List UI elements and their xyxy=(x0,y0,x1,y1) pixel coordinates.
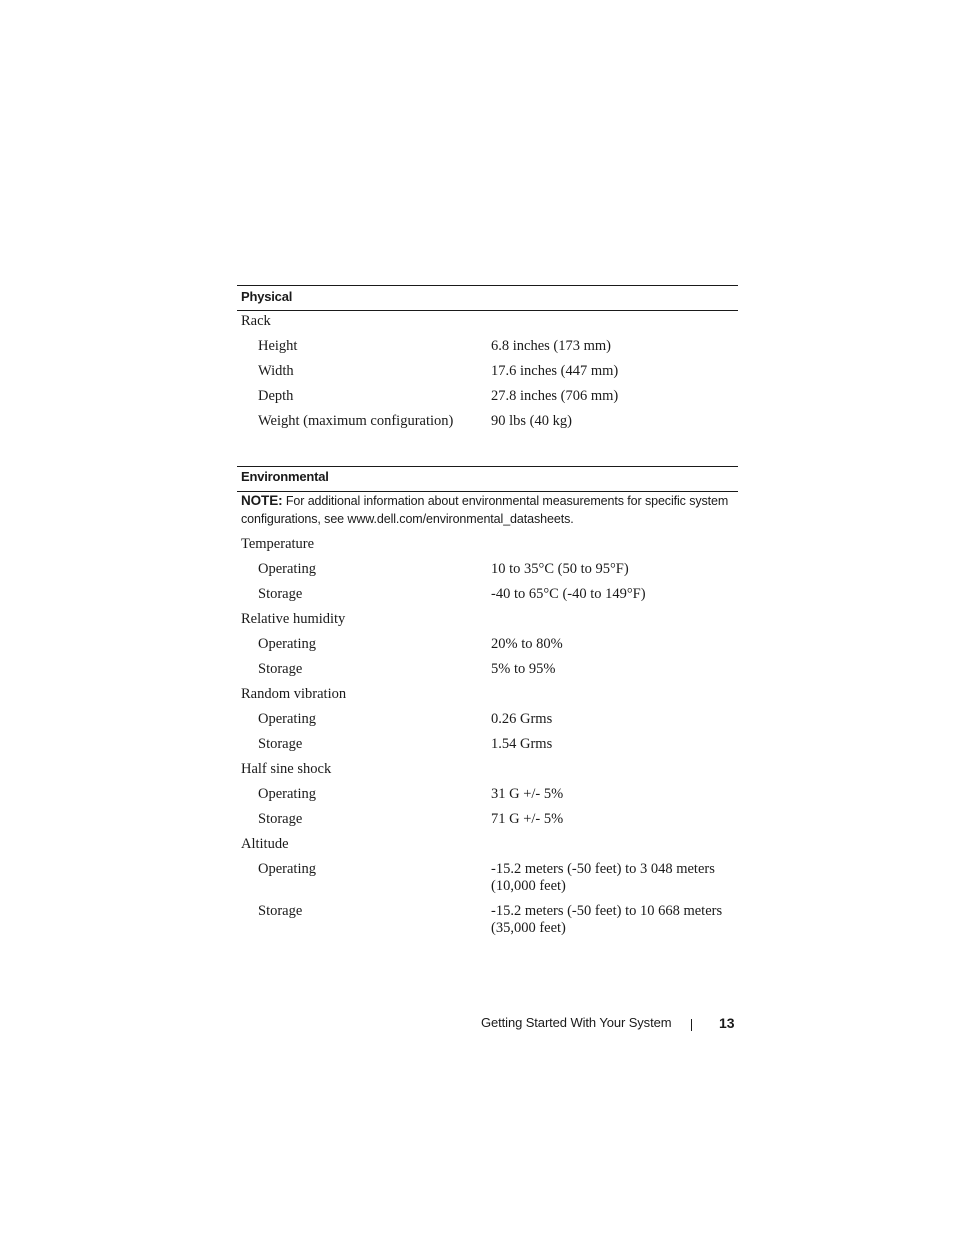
spec-label: Weight (maximum configuration) xyxy=(258,413,454,429)
spec-group-label: Altitude xyxy=(241,836,289,852)
heading-rule xyxy=(237,310,738,311)
spec-value: 17.6 inches (447 mm) xyxy=(491,363,619,379)
section-heading: Environmental xyxy=(241,469,329,484)
datasheets-link[interactable]: www.dell.com/environmental_datasheets xyxy=(347,512,571,526)
top-rule xyxy=(237,466,738,467)
spec-value: 27.8 inches (706 mm) xyxy=(491,388,619,404)
spec-label: Operating xyxy=(258,636,316,652)
spec-value: 20% to 80% xyxy=(491,636,563,652)
section-heading: Physical xyxy=(241,289,293,304)
spec-label: Depth xyxy=(258,388,294,404)
spec-group-label: Relative humidity xyxy=(241,611,346,627)
spec-group-label: Temperature xyxy=(241,536,315,552)
note xyxy=(241,492,737,528)
spec-label: Storage xyxy=(258,661,303,677)
spec-value: -15.2 meters (-50 feet) to 3 048 meters (10,000 feet) xyxy=(491,861,715,894)
spec-label: Storage xyxy=(258,736,303,752)
note-text: For additional information about environmental measurements for specific system configurations, see xyxy=(241,494,729,526)
note-end: . xyxy=(570,512,574,526)
spec-label: Operating xyxy=(258,561,316,577)
spec-value: -40 to 65°C (-40 to 149°F) xyxy=(491,586,646,602)
spec-label: Operating xyxy=(258,861,316,877)
spec-group-label: Half sine shock xyxy=(241,761,332,777)
spec-value: 71 G +/- 5% xyxy=(491,811,564,827)
spec-value: 90 lbs (40 kg) xyxy=(491,413,572,429)
spec-value: 6.8 inches (173 mm) xyxy=(491,338,612,354)
page-number: 13 xyxy=(719,1015,735,1031)
footer-title: Getting Started With Your System xyxy=(481,1015,672,1030)
note-label: NOTE: xyxy=(241,493,283,508)
spec-value: 1.54 Grms xyxy=(491,736,553,752)
spec-label: Storage xyxy=(258,903,303,919)
spec-label: Height xyxy=(258,338,298,354)
spec-value: -15.2 meters (-50 feet) to 10 668 meters (35,000 feet) xyxy=(491,903,723,936)
spec-value: 0.26 Grms xyxy=(491,711,553,727)
spec-value: 31 G +/- 5% xyxy=(491,786,564,802)
spec-value: 10 to 35°C (50 to 95°F) xyxy=(491,561,629,577)
spec-label: Width xyxy=(258,363,294,379)
spec-group-label: Random vibration xyxy=(241,686,347,702)
physical-section xyxy=(237,285,738,435)
spec-group-label: Rack xyxy=(241,313,271,329)
footer-divider xyxy=(691,1019,692,1031)
top-rule xyxy=(237,285,738,286)
spec-value: 5% to 95% xyxy=(491,661,556,677)
environmental-section xyxy=(237,466,738,946)
spec-label: Operating xyxy=(258,786,316,802)
spec-label: Storage xyxy=(258,586,303,602)
spec-label: Storage xyxy=(258,811,303,827)
spec-label: Operating xyxy=(258,711,316,727)
